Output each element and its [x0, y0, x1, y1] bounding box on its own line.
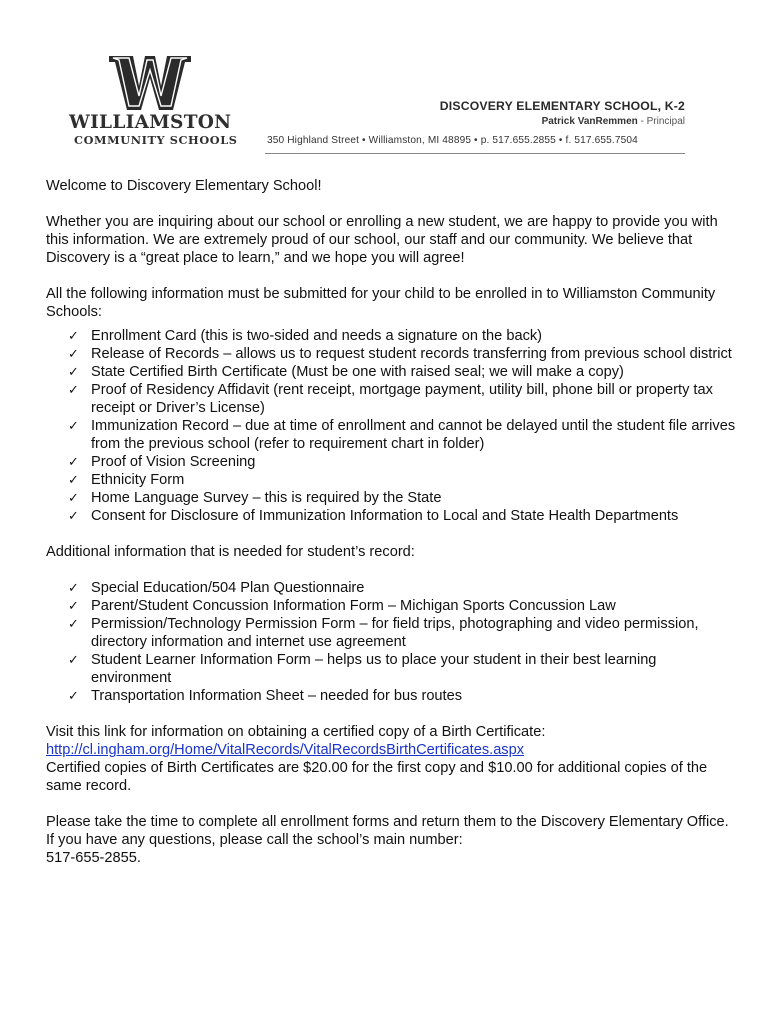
- required-intro: All the following information must be submitted for your child to be enrolled in to Williamston Community Schools:: [46, 286, 716, 320]
- letterhead-divider: [265, 153, 685, 154]
- check-icon: ✓: [68, 598, 79, 613]
- list-item: ✓ Parent/Student Concussion Information Form – Michigan Sports Concussion Law: [68, 598, 616, 614]
- check-icon: ✓: [68, 616, 79, 631]
- check-icon: ✓: [68, 508, 79, 523]
- list-item: ✓ Proof of Vision Screening: [68, 454, 256, 470]
- district-name: WILLIAMSTON: [69, 112, 232, 133]
- list-item: ✓ Student Learner Information Form – helps us to place your student in their best learning environment: [68, 652, 657, 686]
- greeting: Welcome to Discovery Elementary School!: [46, 178, 322, 194]
- check-icon: ✓: [68, 328, 79, 343]
- birth-cert-intro: Visit this link for information on obtaining a certified copy of a Birth Certificate:: [46, 724, 546, 740]
- list-item: ✓ Transportation Information Sheet – needed for bus routes: [68, 688, 463, 704]
- intro-paragraph: Whether you are inquiring about our school or enrolling a new student, we are happy to provide you with this information. We are extremely proud of our school, our staff and our community. We believe that Discovery is a “great place to learn,” and we hope you will agree!: [46, 214, 718, 266]
- principal-line: [542, 116, 685, 127]
- closing-paragraph: Please take the time to complete all enrollment forms and return them to the Discovery Elementary Office. If you have any questions, please call the school’s main number:: [46, 814, 729, 848]
- additional-intro: Additional information that is needed for student’s record:: [46, 544, 415, 560]
- list-item: ✓ Enrollment Card (this is two-sided and needs a signature on the back): [68, 328, 543, 344]
- list-item: ✓ Special Education/504 Plan Questionnaire: [68, 580, 365, 596]
- check-icon: ✓: [68, 346, 79, 361]
- check-icon: ✓: [68, 652, 79, 667]
- required-items-list: [46, 327, 736, 525]
- principal-name: Patrick VanRemmen: [541, 116, 638, 127]
- list-item: ✓ Consent for Disclosure of Immunization Information to Local and State Health Departments: [68, 508, 679, 524]
- check-icon: ✓: [68, 454, 79, 469]
- check-icon: ✓: [68, 418, 79, 433]
- list-item: ✓ Immunization Record – due at time of enrollment and cannot be delayed until the student file arrives from the previous school (refer to requirement chart in folder): [68, 418, 736, 452]
- school-name: DISCOVERY ELEMENTARY SCHOOL, K-2: [439, 99, 685, 113]
- check-icon: ✓: [68, 382, 79, 397]
- list-item: ✓ Proof of Residency Affidavit (rent receipt, mortgage payment, utility bill, phone bill or property tax receipt or Driver’s License): [68, 382, 713, 416]
- list-item: ✓ Release of Records – allows us to request student records transferring from previous school district: [68, 346, 732, 362]
- district-subtitle: COMMUNITY SCHOOLS: [74, 133, 238, 147]
- birth-cert-link-line: [46, 741, 736, 759]
- birth-cert-link[interactable]: http://cl.ingham.org/Home/VitalRecords/VitalRecordsBirthCertificates.aspx: [46, 742, 525, 758]
- check-icon: ✓: [68, 688, 79, 703]
- letter-body: [46, 177, 736, 867]
- check-icon: ✓: [68, 580, 79, 595]
- check-icon: ✓: [68, 364, 79, 379]
- principal-role: - Principal: [640, 116, 685, 127]
- additional-items-list: [46, 579, 736, 705]
- list-item: ✓ Permission/Technology Permission Form – for field trips, photographing and video permission, directory information and internet use agreement: [68, 616, 699, 650]
- list-item: ✓ Ethnicity Form: [68, 472, 185, 488]
- phone-number: 517-655-2855.: [46, 850, 141, 866]
- williamston-w-logo: [109, 56, 191, 110]
- list-item: ✓ Home Language Survey – this is required by the State: [68, 490, 442, 506]
- list-item: ✓ State Certified Birth Certificate (Must be one with raised seal; we will make a copy): [68, 364, 624, 380]
- school-address: 350 Highland Street • Williamston, MI 48895 • p. 517.655.2855 • f. 517.655.7504: [267, 135, 638, 146]
- check-icon: ✓: [68, 490, 79, 505]
- birth-cert-cost: Certified copies of Birth Certificates are $20.00 for the first copy and $10.00 for additional copies of the same record.: [46, 760, 708, 794]
- check-icon: ✓: [68, 472, 79, 487]
